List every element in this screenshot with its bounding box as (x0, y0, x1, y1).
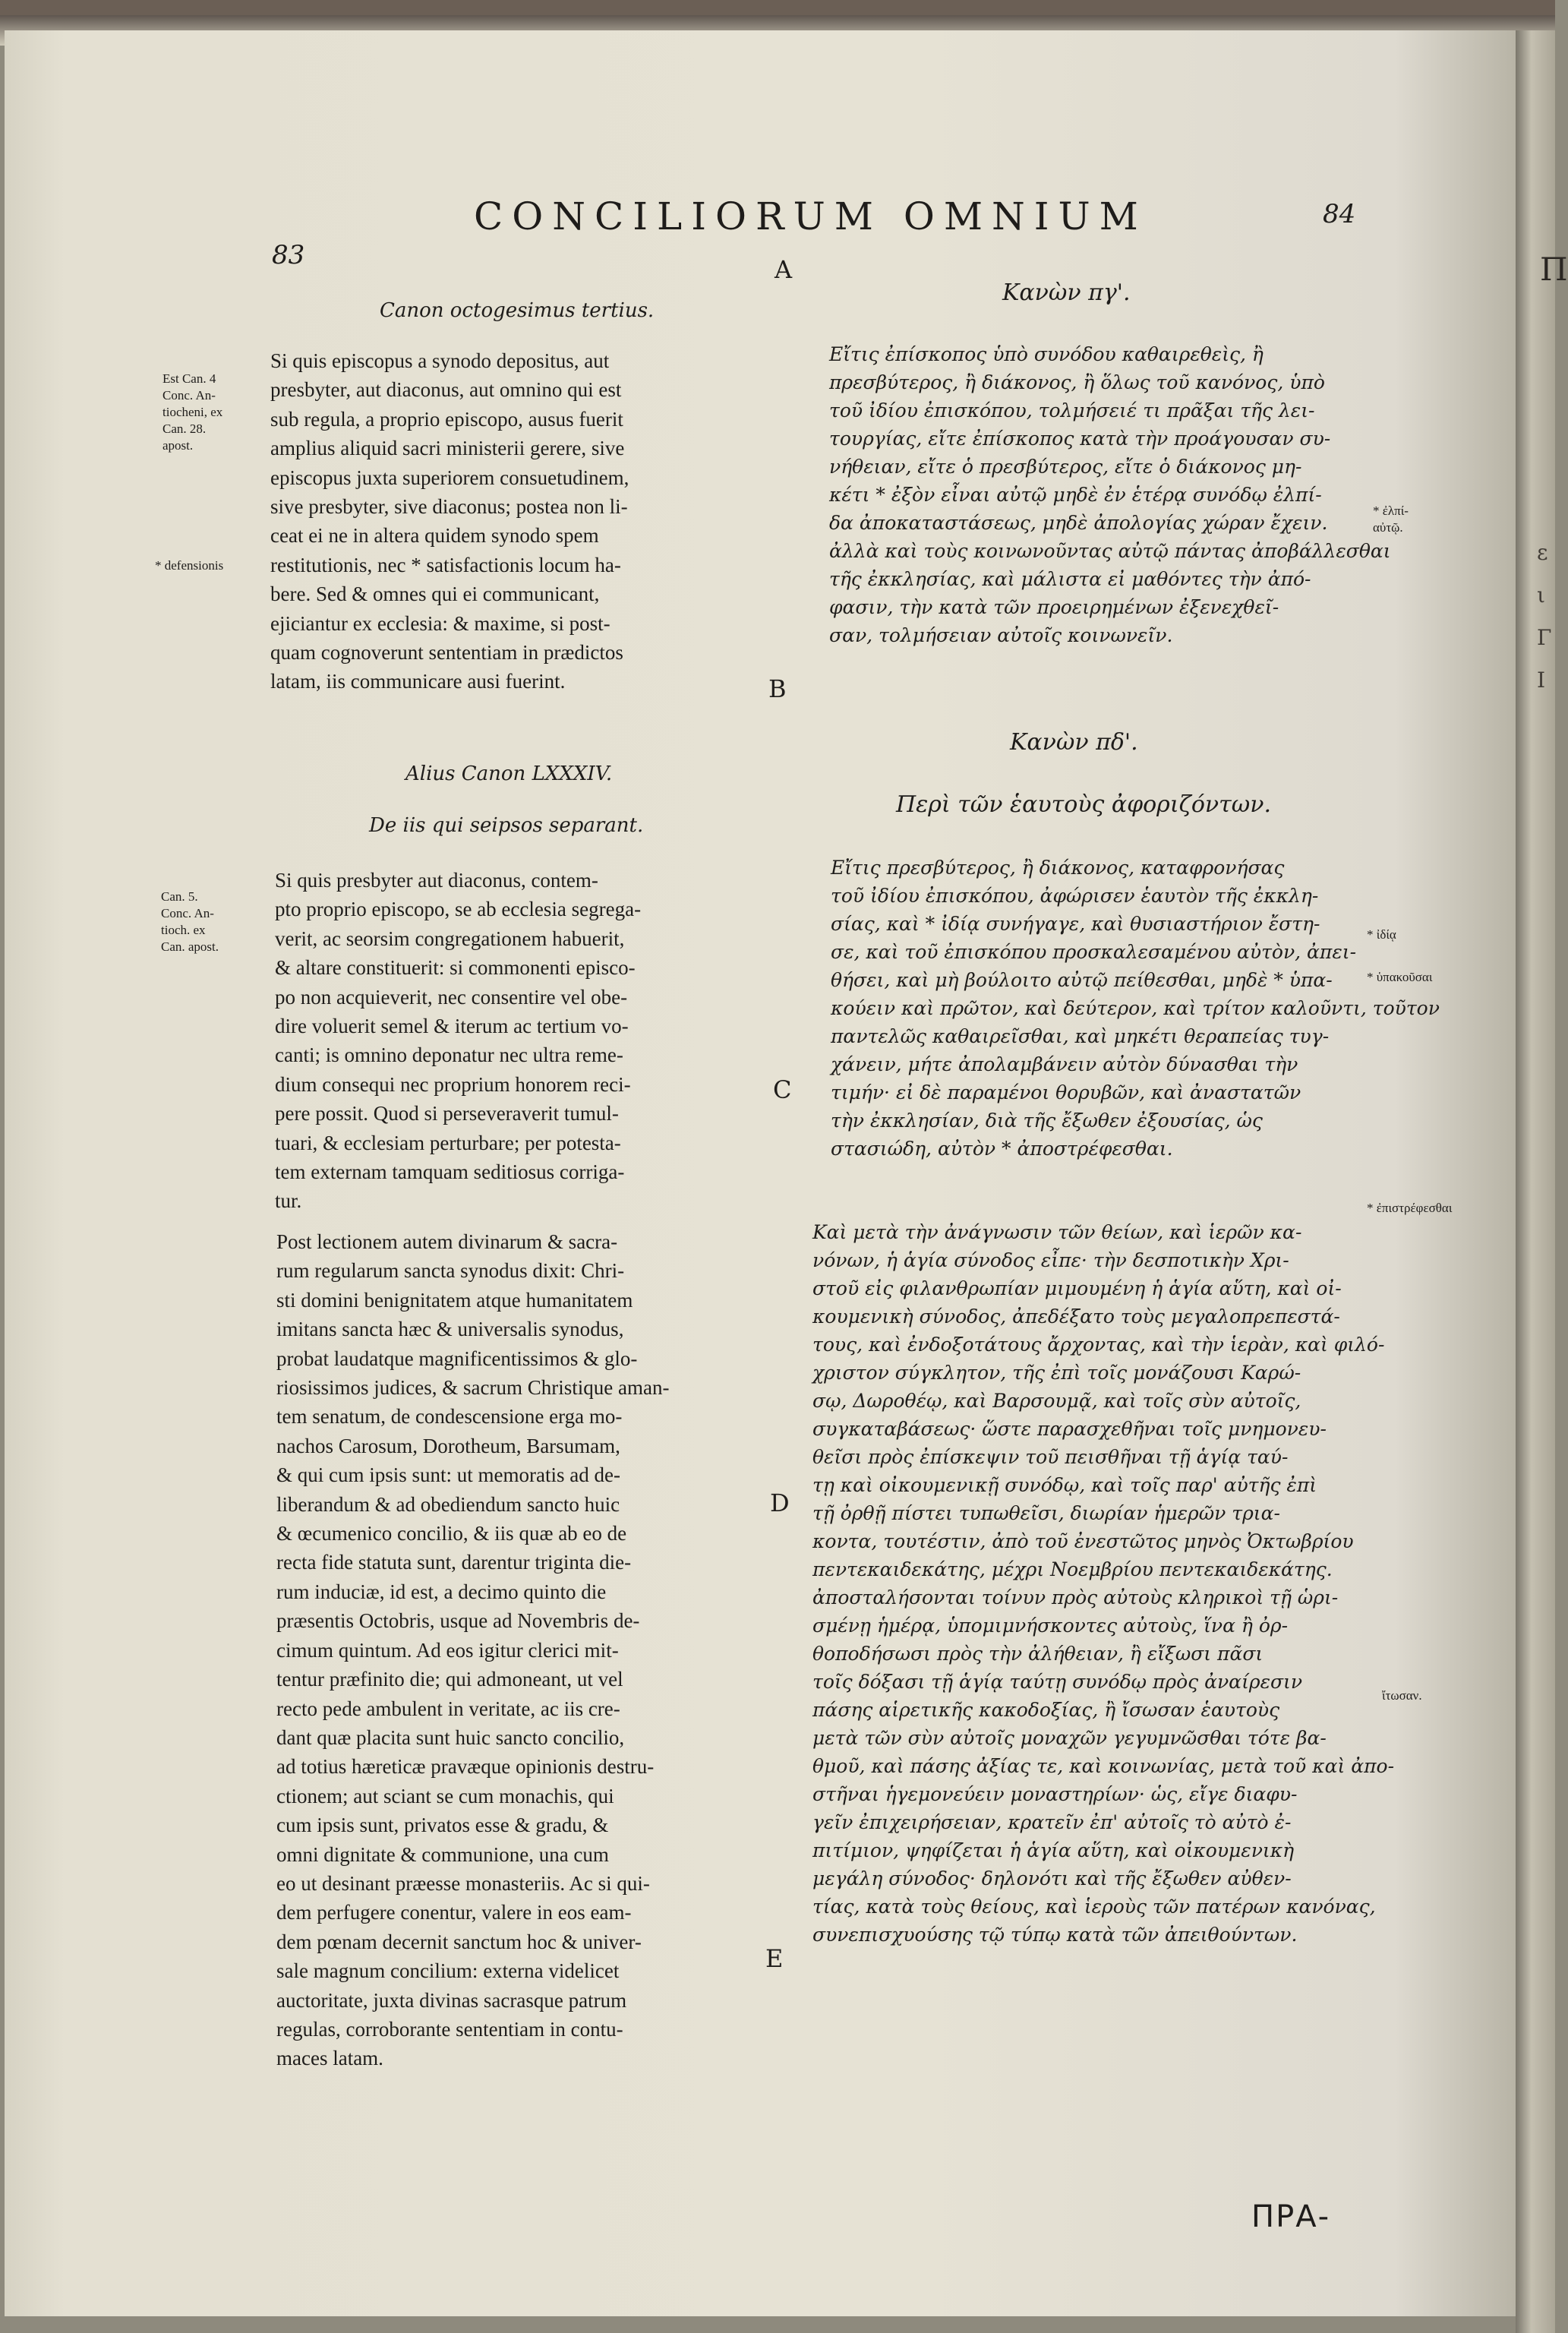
margin-line: Can. apost. (161, 939, 219, 954)
text-line: dium consequi nec proprium honorem reci- (275, 1072, 631, 1096)
text-line: παντελῶς καθαιρεῖσθαι, καὶ μηκέτι θεραπείας τυγ- (831, 1025, 1330, 1047)
text-line: νόνων, ἡ ἁγία σύνοδος εἶπε· τὴν δεσποτικὴν Χρι- (812, 1249, 1289, 1271)
text-line: regulas, corroborante sententiam in contu- (276, 2017, 623, 2041)
text-line: Post lectionem autem divinarum & sacra- (276, 1230, 618, 1253)
text-line: ctionem; aut sciant se cum monachis, qui (276, 1784, 614, 1807)
section-letter-e: E (765, 1944, 784, 1973)
text-line: cum ipsis sunt, privatos esse & gradu, & (276, 1814, 609, 1837)
text-line: sti domini benignitatem atque humanitatem (276, 1288, 633, 1312)
canon83-title-latin: Canon octogesimus tertius. (380, 299, 655, 322)
text-line: τοῖς δόξασι τῇ ἁγίᾳ ταύτῃ συνόδῳ πρὸς ἀναίρεσιν (812, 1671, 1303, 1693)
text-line: pto proprio episcopo, se ab ecclesia segrega- (275, 898, 642, 921)
canon83-margin-ref (162, 371, 276, 454)
text-line: episcopus juxta superiorem consuetudinem, (270, 466, 629, 489)
facing-page-edge (1516, 30, 1555, 2333)
text-line: maces latam. (276, 2047, 383, 2070)
section-letter-d: D (770, 1489, 790, 1517)
text-line: recta fide statuta sunt, darentur triginta die- (276, 1551, 632, 1574)
text-line: θμοῦ, καὶ πάσης ἀξίας τε, καὶ κοινωνίας, μετὰ τοῦ καὶ ἀπο- (812, 1755, 1395, 1777)
text-line: φασιν, τὴν κατὰ τῶν προειρημένων ἐξενεχθεῖ- (829, 596, 1279, 618)
text-line: θοποδήσωσι πρὸς τὴν ἀλήθειαν, ἢ εἴξωσι πᾶσι (812, 1643, 1264, 1665)
text-line: ceat ei ne in altera quidem synodo spem (270, 524, 599, 548)
text-line: nachos Carosum, Dorotheum, Barsumam, (276, 1434, 620, 1457)
text-line: πρεσβύτερος, ἢ διάκονος, ἢ ὅλως τοῦ κανόνος, ὑπὸ (829, 371, 1325, 393)
text-line: χάνειν, μήτε ἀπολαμβάνειν αὐτὸν δύνασθαι τὴν (831, 1053, 1298, 1075)
canon84-greek-margin-note (1367, 927, 1488, 1217)
text-line: τῃ καὶ οἰκουμενικῇ συνόδῳ, καὶ τοῖς παρ' αὐτῆς ἐπὶ (812, 1474, 1317, 1496)
text-line: & qui cum ipsis sunt: ut memoratis ad de- (276, 1463, 620, 1487)
running-title: CONCILIORUM OMNIUM (474, 194, 1147, 238)
text-line: τιμήν· εἰ δὲ παραμένοι θορυβῶν, καὶ ἀναστατῶν (831, 1081, 1301, 1103)
margin-line: αὐτῷ. (1373, 520, 1403, 535)
text-line: σμένῃ ἡμέρᾳ, ὑπομιμνήσκοντες αὐτοὺς, ἵνα ἢ ὀρ- (812, 1615, 1289, 1637)
text-line: χριστον σύγκλητον, τῆς ἐπὶ τοῖς μονάζουσι Καρώ- (812, 1362, 1301, 1384)
text-line: ad totius hæreticæ pravæque opinionis destru- (276, 1755, 655, 1779)
margin-line: Conc. An- (162, 388, 216, 403)
canon84-latin-text (275, 866, 771, 1216)
text-line: πάσης αἱρετικῆς κακοδοξίας, ἢ ἴσωσαν ἑαυτοὺς (812, 1699, 1280, 1721)
canon83-greek-margin-note (1373, 503, 1418, 536)
post-greek-margin-note: ἴτωσαν. (1382, 1688, 1422, 1703)
canon84-subtitle-greek: Περὶ τῶν ἑαυτοὺς ἀφοριζόντων. (896, 791, 1271, 818)
text-line: dant quæ placita sunt huic sancto concilio, (276, 1725, 625, 1749)
text-line: πεντεκαιδεκάτης, μέχρι Νοεμβρίου πεντεκαιδεκάτης. (812, 1558, 1333, 1580)
text-line: auctoritate, juxta divinas sacrasque patrum (276, 1988, 627, 2012)
canon84-title-greek: Κανὼν πδ'. (1010, 729, 1138, 756)
margin-line: tioch. ex (161, 923, 206, 937)
text-line: στῆναι ἡγεμονεύειν μοναστηρίων· ὡς, εἴγε διαφυ- (812, 1783, 1298, 1805)
text-line: po non acquieverit, nec consentire vel obe- (275, 985, 628, 1009)
section-letter-c: C (773, 1075, 792, 1104)
canon84-margin-ref (161, 889, 275, 955)
text-line: κούειν καὶ πρῶτον, καὶ δεύτερον, καὶ τρίτον καλοῦντι, τοῦτον (831, 997, 1440, 1019)
text-line: τοῦ ἰδίου ἐπισκόπου, ἀφώρισεν ἑαυτὸν τῆς ἐκκλη- (831, 885, 1319, 907)
text-line: tentur præfinito die; qui admoneant, ut vel (276, 1668, 623, 1691)
page-number-left: 83 (272, 240, 305, 270)
text-line: Εἴτις ἐπίσκοπος ὑπὸ συνόδου καθαιρεθεὶς, ἢ (829, 343, 1264, 365)
text-line: verit, ac seorsim congregationem habuerit, (275, 927, 625, 950)
text-line: πιτίμιον, ψηφίζεται ἡ ἁγία αὕτη, καὶ οἰκουμενικὴ (812, 1839, 1295, 1861)
text-line: probat laudatque magnificentissimos & glo- (276, 1346, 638, 1370)
text-line: συνεπισχυούσης τῷ τύπῳ κατὰ τῶν ἀπειθούντων. (812, 1924, 1298, 1946)
text-line: rum regularum sancta synodus dixit: Chri- (276, 1259, 625, 1283)
margin-line: Can. 28. (162, 421, 207, 436)
text-line: dire voluerit semel & iterum ac tertium vo- (275, 1015, 629, 1038)
text-line: κουμενικὴ σύνοδος, ἀπεδέξατο τοὺς μεγαλοπρεπεστά- (812, 1305, 1340, 1328)
text-line: eo ut desinant præesse monasteriis. Ac si qui- (276, 1871, 650, 1895)
text-line: σῳ, Δωροθέῳ, καὶ Βαρσουμᾷ, καὶ τοῖς σὺν αὐτοῖς, (812, 1390, 1301, 1412)
text-line: sub regula, a proprio episcopo, ausus fuerit (270, 407, 623, 431)
text-line: pere possit. Quod si perseveraverit tumul- (275, 1102, 619, 1125)
text-line: συγκαταβάσεως· ὥστε παρασχεθῆναι τοῖς μνημονευ- (812, 1418, 1327, 1440)
margin-line: * ἐλπί- (1373, 504, 1409, 518)
text-line: ἀλλὰ καὶ τοὺς κοινωνοῦντας αὐτῷ πάντας ἀποβάλλεσθαι (829, 540, 1391, 562)
text-line: μετὰ τῶν σὺν αὐτοῖς μοναχῶν γεγυμνῶσθαι τότε βα- (812, 1727, 1327, 1749)
text-line: τῆς ἐκκλησίας, καὶ μάλιστα εἰ μαθόντες τὴν ἀπό- (829, 568, 1311, 590)
text-line: & œcumenico concilio, & iis quæ ab eo de (276, 1522, 627, 1545)
margin-line: * ἐπιστρέφεσθαι (1367, 1201, 1453, 1215)
text-line: presbyter, aut diaconus, aut omnino qui est (270, 378, 622, 402)
canon84-title-latin: Alius Canon LXXXIV. (405, 762, 613, 785)
text-line: canti; is omnino deponatur nec ultra reme- (275, 1043, 623, 1067)
text-line: Si quis presbyter aut diaconus, contem- (275, 869, 598, 892)
margin-line: Can. 5. (161, 889, 198, 904)
margin-line: apost. (162, 438, 194, 453)
text-line: cimum quintum. Ad eos igitur clerici mit- (276, 1638, 619, 1662)
section-letter-a: A (775, 255, 793, 284)
text-line: σε, καὶ τοῦ ἐπισκόπου προσκαλεσαμένου αὐτὸν, ἀπει- (831, 941, 1357, 963)
canon83-margin-note: * defensionis (155, 558, 224, 573)
text-line: imitans sancta hæc & universalis synodus, (276, 1318, 624, 1341)
canon83-title-greek: Κανὼν πγ'. (1002, 279, 1131, 306)
text-line: τίας, κατὰ τοὺς θείους, καὶ ἱεροὺς τῶν πατέρων κανόνας, (812, 1896, 1376, 1918)
text-line: κέτι * ἐξὸν εἶναι αὐτῷ μηδὲ ἐν ἑτέρᾳ συνόδῳ ἐλπί- (829, 484, 1322, 506)
text-line: omni dignitate & communione, una cum (276, 1842, 609, 1866)
text-line: κοντα, τουτέστιν, ἀπὸ τοῦ ἐνεστῶτος μηνὸς Ὀκτωβρίου (812, 1530, 1354, 1552)
text-line: tur. (275, 1189, 302, 1213)
text-line: ejiciantur ex ecclesia: & maxime, si post- (270, 611, 610, 635)
post-latin-text (276, 1227, 773, 2073)
text-line: ἀποσταλήσονται τοίνυν πρὸς αὐτοὺς κληρικοὶ τῇ ὡρι- (812, 1586, 1339, 1608)
margin-line: Conc. An- (161, 906, 214, 920)
text-line: tem senatum, de condescensione erga mo- (276, 1405, 623, 1429)
text-line: dem pœnam decernit sanctum hoc & univer- (276, 1930, 642, 1953)
text-line: Εἴτις πρεσβύτερος, ἢ διάκονος, καταφρονήσας (831, 857, 1285, 879)
section-letter-b: B (768, 674, 787, 703)
text-line: τους, καὶ ἐνδοξοτάτους ἄρχοντας, καὶ τὴν ἱερὰν, καὶ φιλό- (812, 1334, 1385, 1356)
text-line: νήθειαν, εἴτε ὁ πρεσβύτερος, εἴτε ὁ διάκονος μη- (829, 456, 1302, 478)
catchword: ΠΡΑ- (1251, 2199, 1330, 2234)
page-number-right: 84 (1323, 199, 1356, 229)
text-line: tem externam tamquam seditiosus corriga- (275, 1160, 625, 1184)
text-line: τοῦ ἰδίου ἐπισκόπου, τολμήσειέ τι πρᾶξαι τῆς λει- (829, 399, 1315, 421)
text-line: tuari, & ecclesiam perturbare; per potesta- (275, 1131, 621, 1154)
text-line: recto pede ambulent in veritate, ac iis cre- (276, 1697, 620, 1720)
text-line: quam cognoverunt sententiam in prædictos (270, 641, 623, 665)
text-line: præsentis Octobris, usque ad Novembris de- (276, 1609, 640, 1633)
text-line: & altare constituerit: si commonenti episco- (275, 956, 636, 980)
text-line: riosissimos judices, & sacrum Christique aman- (276, 1376, 670, 1400)
margin-line: * ὑπακοῦσαι (1367, 970, 1433, 984)
text-line: σίας, καὶ * ἰδίᾳ συνήγαγε, καὶ θυσιαστήριον ἔστη- (831, 913, 1320, 935)
text-line: θεῖσι πρὸς ἐπίσκεψιν τοῦ πεισθῆναι τῇ ἁγίᾳ ταύ- (812, 1446, 1289, 1468)
text-line: amplius aliquid sacri ministerii gerere, sive (270, 437, 625, 460)
text-line: στοῦ εἰς φιλανθρωπίαν μιμουμένη ἡ ἁγία αὕτη, καὶ οἰ- (812, 1277, 1342, 1299)
text-line: σαν, τολμήσειαν αὐτοῖς κοινωνεῖν. (829, 624, 1173, 646)
text-line: bere. Sed & omnes qui ei communicant, (270, 582, 600, 606)
text-line: restitutionis, nec * satisfactionis locum ha- (270, 553, 621, 576)
text-line: latam, iis communicare ausi fuerint. (270, 670, 566, 693)
text-line: μεγάλη σύνοδος· δηλονότι καὶ τῆς ἔξωθεν αὐθεν- (812, 1867, 1292, 1889)
text-line: sale magnum concilium: externa videlicet (276, 1959, 620, 1983)
text-line: liberandum & ad obediendum sancto huic (276, 1492, 620, 1516)
text-line: sive presbyter, sive diaconus; postea non li- (270, 495, 628, 519)
text-line: Καὶ μετὰ τὴν ἀνάγνωσιν τῶν θείων, καὶ ἱερῶν κα- (812, 1221, 1302, 1243)
text-line: γεῖν ἐπιχειρήσειαν, κρατεῖν ἐπ' αὐτοῖς τὸ αὐτὸ ἐ- (812, 1811, 1292, 1833)
canon83-greek-text (829, 340, 1391, 649)
margin-line: tiocheni, ex (162, 405, 223, 419)
text-line: τὴν ἐκκλησίαν, διὰ τῆς ἔξωθεν ἐξουσίας, ὡς (831, 1110, 1263, 1132)
facing-page-letter: Π (1540, 251, 1568, 288)
canon83-latin-text (270, 346, 771, 696)
text-line: δα ἀποκαταστάσεως, μηδὲ ἀπολογίας χώραν ἔχειν. (829, 512, 1328, 534)
text-line: τουργίας, εἴτε ἐπίσκοπος κατὰ τὴν προάγουσαν συ- (829, 428, 1331, 450)
margin-line: * ἰδίᾳ (1367, 927, 1396, 942)
canon84-subtitle-latin: De iis qui seipsos separant. (369, 814, 644, 837)
facing-page-marks: ε ι Γ Ι (1537, 540, 1552, 693)
margin-line: Est Can. 4 (162, 371, 216, 386)
post-greek-text (812, 1218, 1395, 1949)
text-line: dem perfugere conentur, valere in eos eam- (276, 1901, 632, 1924)
text-line: στασιώδη, αὐτὸν * ἀποστρέφεσθαι. (831, 1138, 1173, 1160)
text-line: τῇ ὀρθῇ πίστει τυπωθεῖσι, διωρίαν ἡμερῶν τρια- (812, 1502, 1280, 1524)
text-line: rum induciæ, id est, a decimo quinto die (276, 1580, 607, 1603)
text-line: Si quis episcopus a synodo depositus, aut (270, 349, 610, 372)
text-line: θήσει, καὶ μὴ βούλοιτο αὐτῷ πείθεσθαι, μηδὲ * ὑπα- (831, 969, 1333, 991)
